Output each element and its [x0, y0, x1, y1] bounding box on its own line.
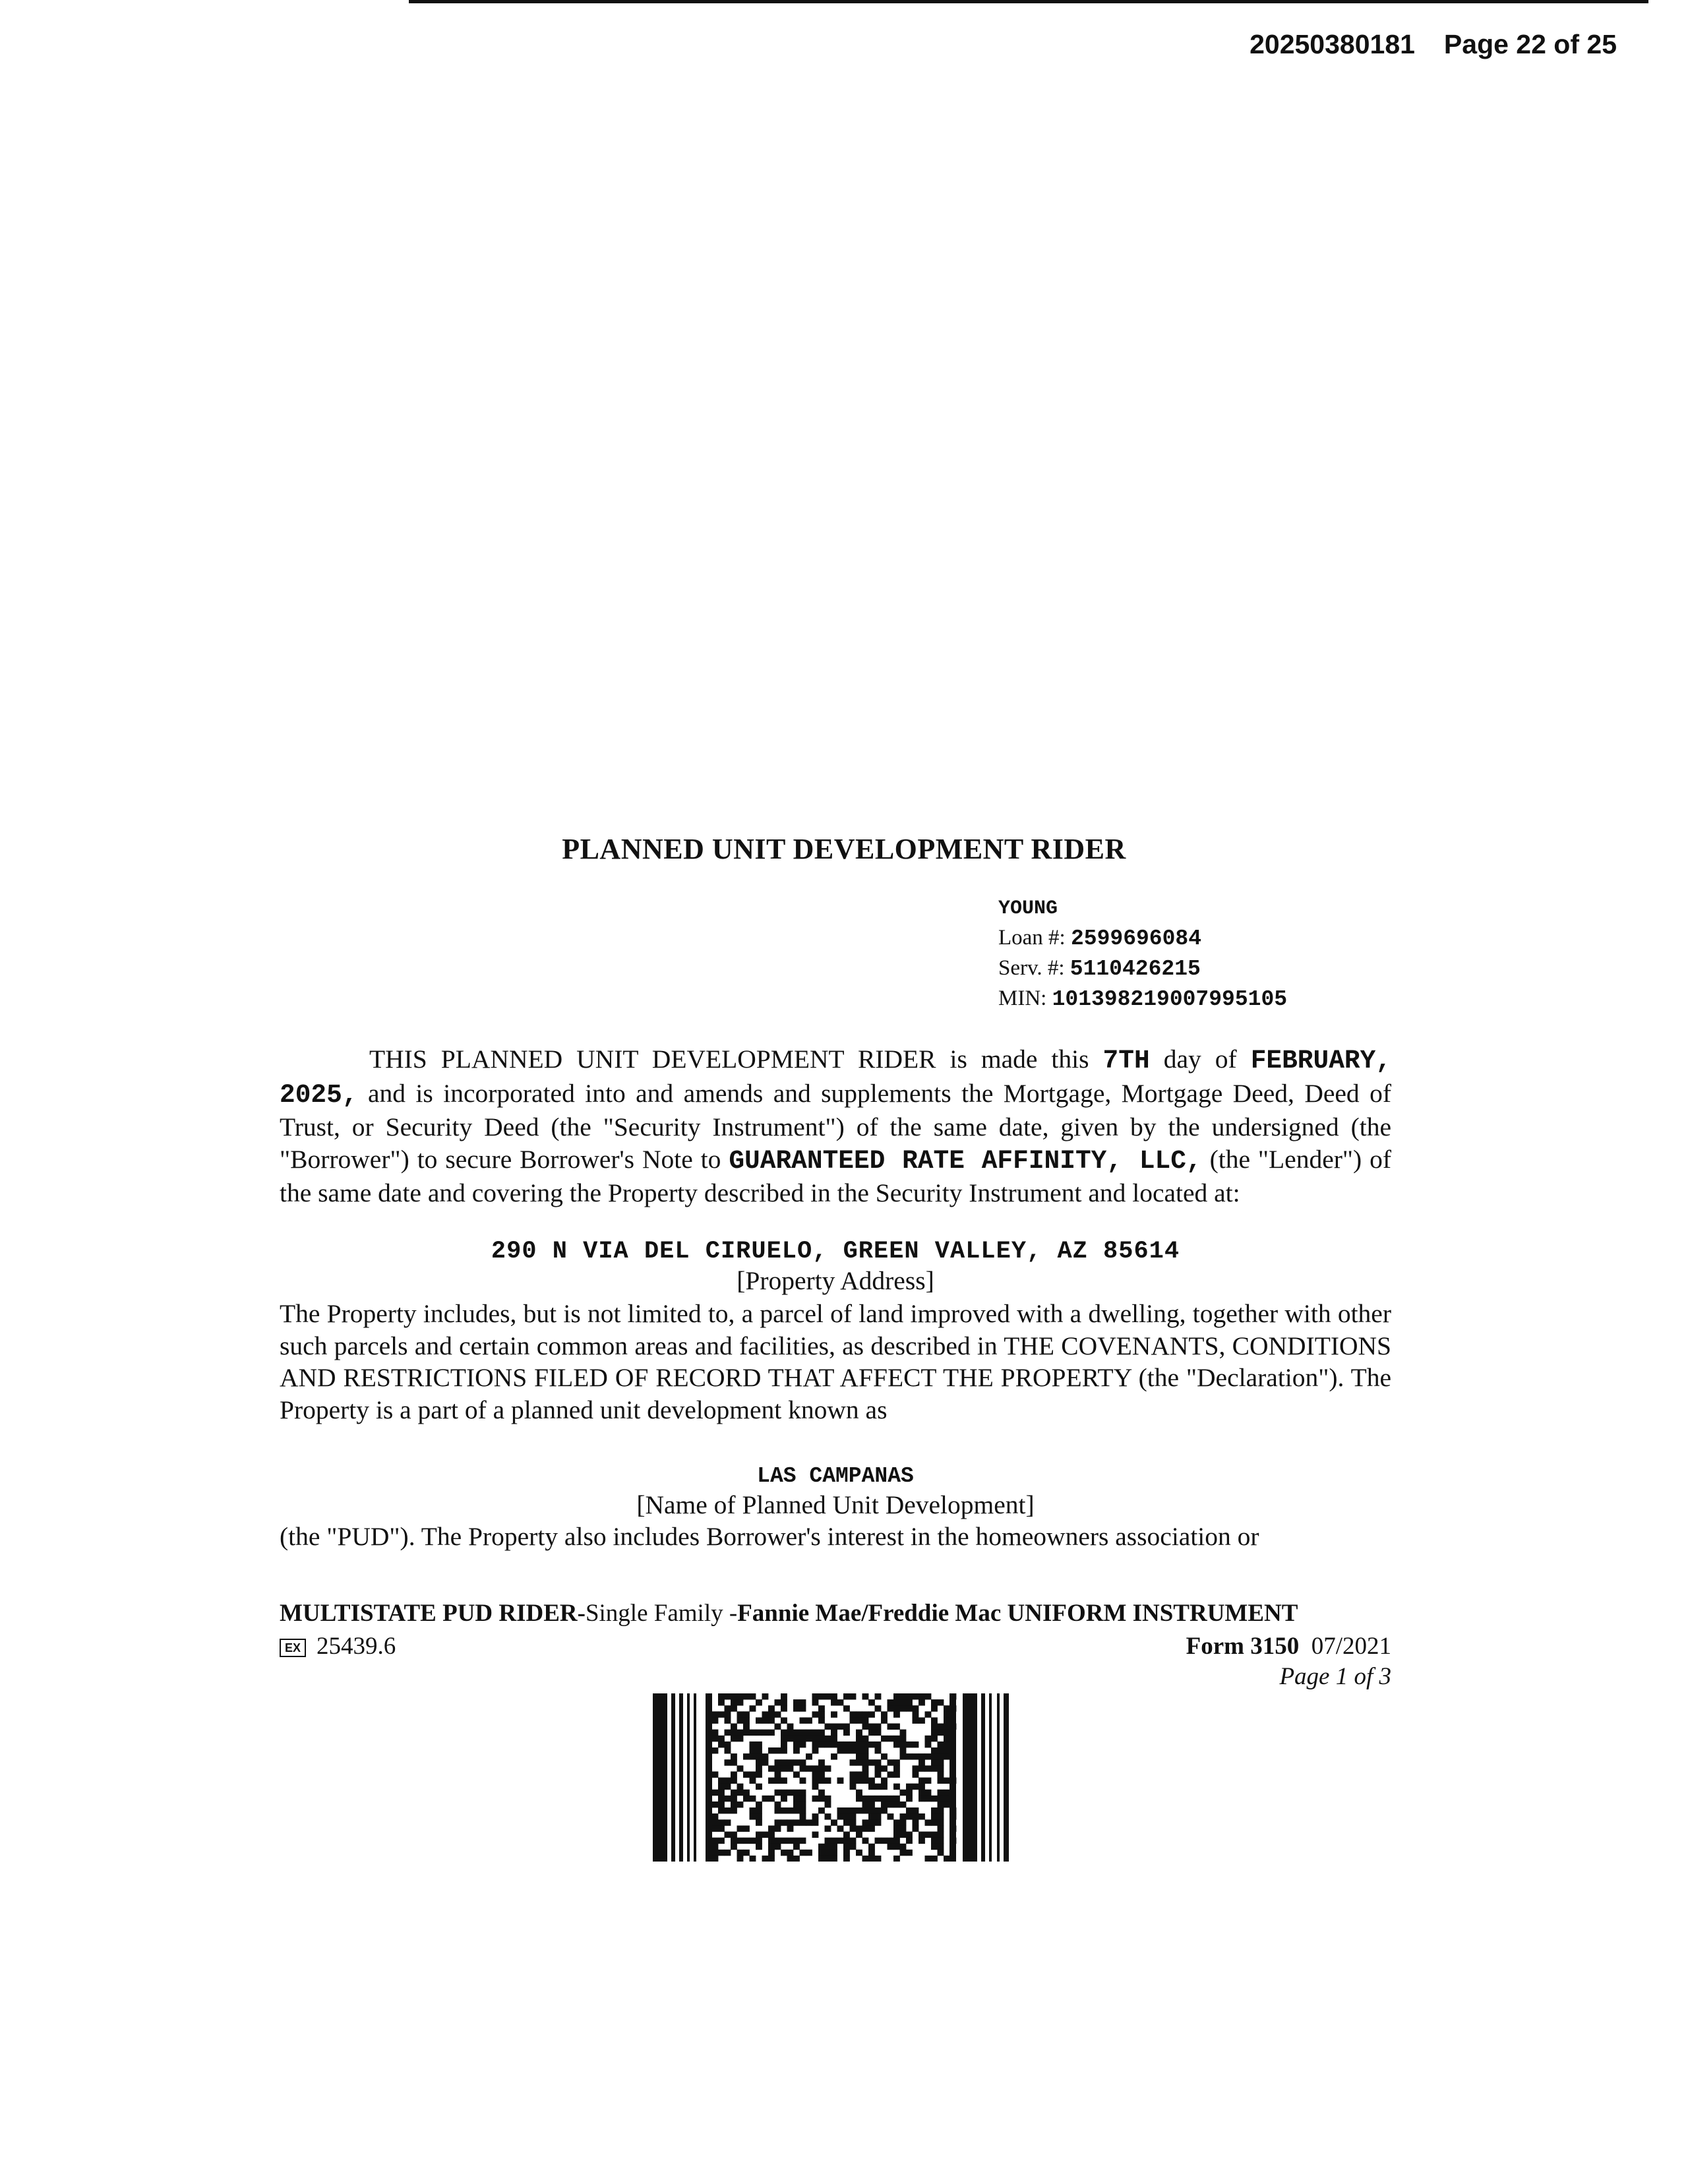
lender-name: GUARANTEED RATE AFFINITY, LLC, — [729, 1145, 1202, 1176]
intro-text-3: (the "Lender") of the same date and covering the Property described in the Security Instrument and located at: — [280, 1144, 1392, 1207]
document-number: 20250380181 — [1250, 29, 1415, 59]
form-number: Form 3150 — [1186, 1633, 1300, 1660]
form-code-value: 25439.6 — [316, 1633, 396, 1660]
rider-year: 2025, — [280, 1079, 358, 1110]
serv-number-label: Serv. #: — [998, 956, 1065, 980]
document-title: PLANNED UNIT DEVELOPMENT RIDER — [562, 833, 1126, 865]
loan-identifiers — [998, 894, 1287, 1014]
intro-paragraph — [280, 1043, 1391, 1209]
min-label: MIN: — [998, 986, 1047, 1010]
rider-day: 7TH — [1102, 1046, 1150, 1076]
pdf417-barcode — [653, 1693, 1011, 1862]
loan-number-value: 2599696084 — [1070, 926, 1202, 951]
property-address-value: 290 N VIA DEL CIRUELO, GREEN VALLEY, AZ 85614 — [491, 1238, 1180, 1265]
intro-text: THIS PLANNED UNIT DEVELOPMENT RIDER is made this — [369, 1045, 1089, 1074]
loan-number-label: Loan #: — [998, 926, 1066, 950]
rider-month: FEBRUARY, — [1250, 1046, 1392, 1076]
form-title-line — [280, 1598, 1298, 1629]
pud-name-caption: [Name of Planned Unit Development] — [636, 1490, 1035, 1519]
intro-text-2: and is incorporated into and amends and supplements the Mortgage, Mortgage Deed, Deed of Trust, or Security Deed (the "Security Instrument") of the same date, given by the undersigned (the "Borrower") to secure Borrower's Note to — [280, 1078, 1391, 1174]
form-title-mid: Single Family - — [585, 1600, 738, 1627]
form-date: 07/2021 — [1311, 1633, 1391, 1660]
min-line — [998, 984, 1287, 1014]
day-of-text: day of — [1163, 1045, 1237, 1074]
serv-number-line — [998, 954, 1287, 984]
borrower-name: YOUNG — [998, 897, 1058, 920]
form-number-block — [1186, 1631, 1391, 1692]
pud-name — [280, 1457, 1391, 1493]
page-header — [1250, 29, 1617, 60]
loan-number-line — [998, 923, 1287, 954]
form-title-bold2: Fannie Mae/Freddie Mac UNIFORM INSTRUMENT — [737, 1600, 1298, 1627]
top-border-line — [409, 0, 1648, 3]
pud-name-value: LAS CAMPANAS — [757, 1464, 914, 1488]
form-page-of: Page 1 of 3 — [1279, 1663, 1391, 1690]
pud-paragraph: (the "PUD"). The Property also includes Borrower's interest in the homeowners association or — [280, 1522, 1259, 1551]
property-address — [280, 1233, 1391, 1268]
serv-number-value: 5110426215 — [1070, 957, 1201, 981]
ex-icon: EX — [280, 1639, 306, 1657]
min-value: 101398219007995105 — [1052, 987, 1288, 1012]
form-code — [280, 1631, 396, 1662]
property-address-caption: [Property Address] — [737, 1266, 934, 1295]
page-label: Page 22 of 25 — [1443, 29, 1617, 59]
property-description-paragraph: The Property includes, but is not limited to, a parcel of land improved with a dwelling, together with other such parcels and certain common areas and facilities, as described in THE COVENANTS, CONDITIONS AND RESTRICTIONS FILED OF RECORD THAT AFFECT THE PROPERTY (the "Declaration"). The Property is a part of a planned unit development known as — [280, 1299, 1391, 1424]
form-title-bold: MULTISTATE PUD RIDER- — [280, 1600, 586, 1627]
